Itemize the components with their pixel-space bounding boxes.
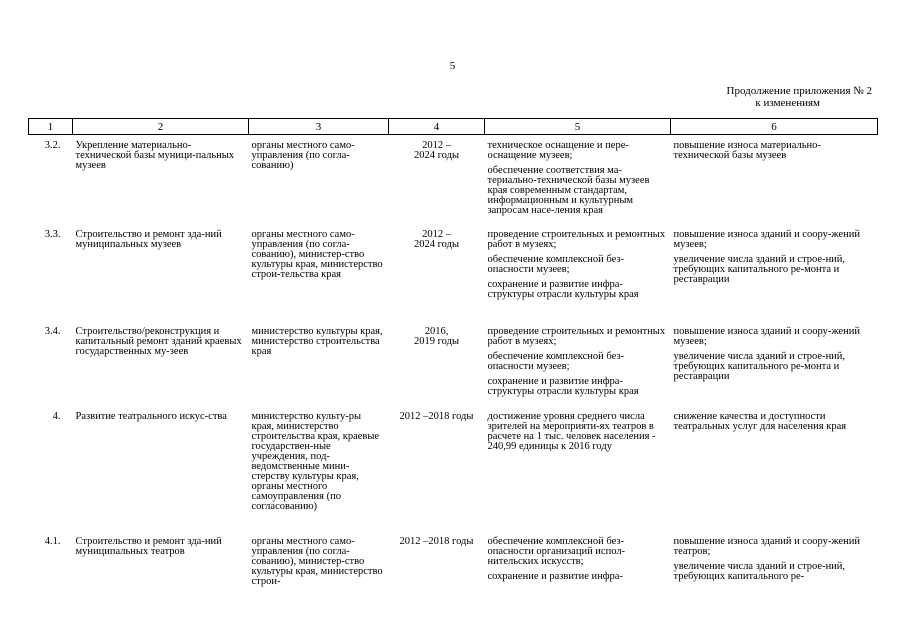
table-header-row [29, 119, 878, 135]
column-header-5: 5 [485, 119, 671, 135]
result-item: достижение уровня среднего числа зрителей на мероприяти-ях театров в расчете на 1 тыс. человек населения - 240,99 единицы к 2016 году [487, 411, 656, 452]
measure-executors: министерство культуры края, министерство строительства края [251, 326, 383, 357]
consequence-item: снижение качества и доступности театральных услуг для населения края [673, 411, 847, 432]
consequence-item: повышение износа зданий и соору-жений музеев; [673, 229, 860, 250]
measure-executors: органы местного само-управления (по согла-сованию), министер-ство культуры края, министерство строи-тельства края [251, 229, 383, 280]
appendix-note-line1: Продолжение приложения № 2 [726, 85, 872, 97]
result-item: обеспечение комплексной без-опасности музеев; [487, 351, 625, 372]
column-header-1: 1 [29, 119, 73, 135]
non-implementation-consequences [671, 412, 878, 537]
result-item: сохранение и развитие инфра- [487, 571, 623, 582]
row-number: 3.2. [44, 140, 61, 151]
measure-period: 2012 –2018 годы [399, 536, 474, 547]
appendix-note-line2: к изменениям [755, 97, 820, 109]
row-number: 3.4. [44, 326, 61, 337]
consequence-item: увеличение числа зданий и строе-ний, требующих капитального ре-монта и реставрации [673, 254, 846, 285]
measure-name: Строительство и ремонт зда-ний муниципальных театров [75, 536, 222, 557]
non-implementation-consequences [671, 135, 878, 231]
result-item: обеспечение соответствия ма-териально-технической базы музеев края современным стандартам, информационным и культурным запросам насе-ления края [487, 165, 650, 216]
result-item: сохранение и развитие инфра-структуры отрасли культуры края [487, 279, 639, 300]
measure-name: Развитие театрального искус-ства [75, 411, 227, 422]
result-item: сохранение и развитие инфра-структуры отрасли культуры края [487, 376, 639, 397]
row-number: 3.3. [44, 229, 61, 240]
consequence-item: повышение износа зданий и соору-жений театров; [673, 536, 860, 557]
measure-period: 2016, 2019 годы [413, 326, 459, 347]
row-number: 4.1. [44, 536, 61, 547]
result-item: проведение строительных и ремонтных работ в музеях; [487, 229, 666, 250]
table-row [29, 135, 878, 231]
table-row [29, 230, 878, 327]
column-header-4: 4 [389, 119, 485, 135]
non-implementation-consequences [671, 537, 878, 587]
expected-results [485, 537, 671, 587]
result-item: обеспечение комплексной без-опасности организаций испол-нительских искусств; [487, 536, 626, 567]
measures-table [28, 118, 878, 587]
page-number: 5 [449, 60, 456, 72]
consequence-item: повышение износа зданий и соору-жений музеев; [673, 326, 860, 347]
column-header-6: 6 [671, 119, 878, 135]
expected-results [485, 327, 671, 412]
result-item: обеспечение комплексной без-опасности музеев; [487, 254, 625, 275]
table-row [29, 412, 878, 537]
row-number: 4. [52, 411, 61, 422]
measure-name: Укрепление материально-технической базы муници-пальных музеев [75, 140, 235, 171]
consequence-item: увеличение числа зданий и строе-ний, требующих капитального ре- [673, 561, 846, 582]
table-row [29, 327, 878, 412]
expected-results [485, 412, 671, 537]
measure-period: 2012 – 2024 годы [413, 140, 459, 161]
measure-executors: министерство культу-ры края, министерство строительства края, краевые государствен-ные учреждения, под-ведомственные мини-стерству культуры края, органы местного самоуправления (по согласованию) [251, 411, 380, 512]
consequence-item: повышение износа материально-технической базы музеев [673, 140, 821, 161]
measure-period: 2012 – 2024 годы [413, 229, 459, 250]
expected-results [485, 135, 671, 231]
result-item: техническое оснащение и пере-оснащение музеев; [487, 140, 629, 161]
measure-executors: органы местного само-управления (по согла-сованию), министер-ство культуры края, министерство строи- [251, 536, 383, 587]
expected-results [485, 230, 671, 327]
column-header-3: 3 [249, 119, 389, 135]
appendix-note [727, 85, 872, 109]
measure-period: 2012 –2018 годы [399, 411, 474, 422]
table-row [29, 537, 878, 587]
measure-executors: органы местного само-управления (по согла-сованию) [251, 140, 355, 171]
measure-name: Строительство и ремонт зда-ний муниципальных музеев [75, 229, 222, 250]
non-implementation-consequences [671, 327, 878, 412]
measure-name: Строительство/реконструкция и капитальный ремонт зданий краевых государственных му-зеев [75, 326, 242, 357]
column-header-2: 2 [73, 119, 249, 135]
non-implementation-consequences [671, 230, 878, 327]
consequence-item: увеличение числа зданий и строе-ний, требующих капитального ре-монта и реставрации [673, 351, 846, 382]
result-item: проведение строительных и ремонтных работ в музеях; [487, 326, 666, 347]
